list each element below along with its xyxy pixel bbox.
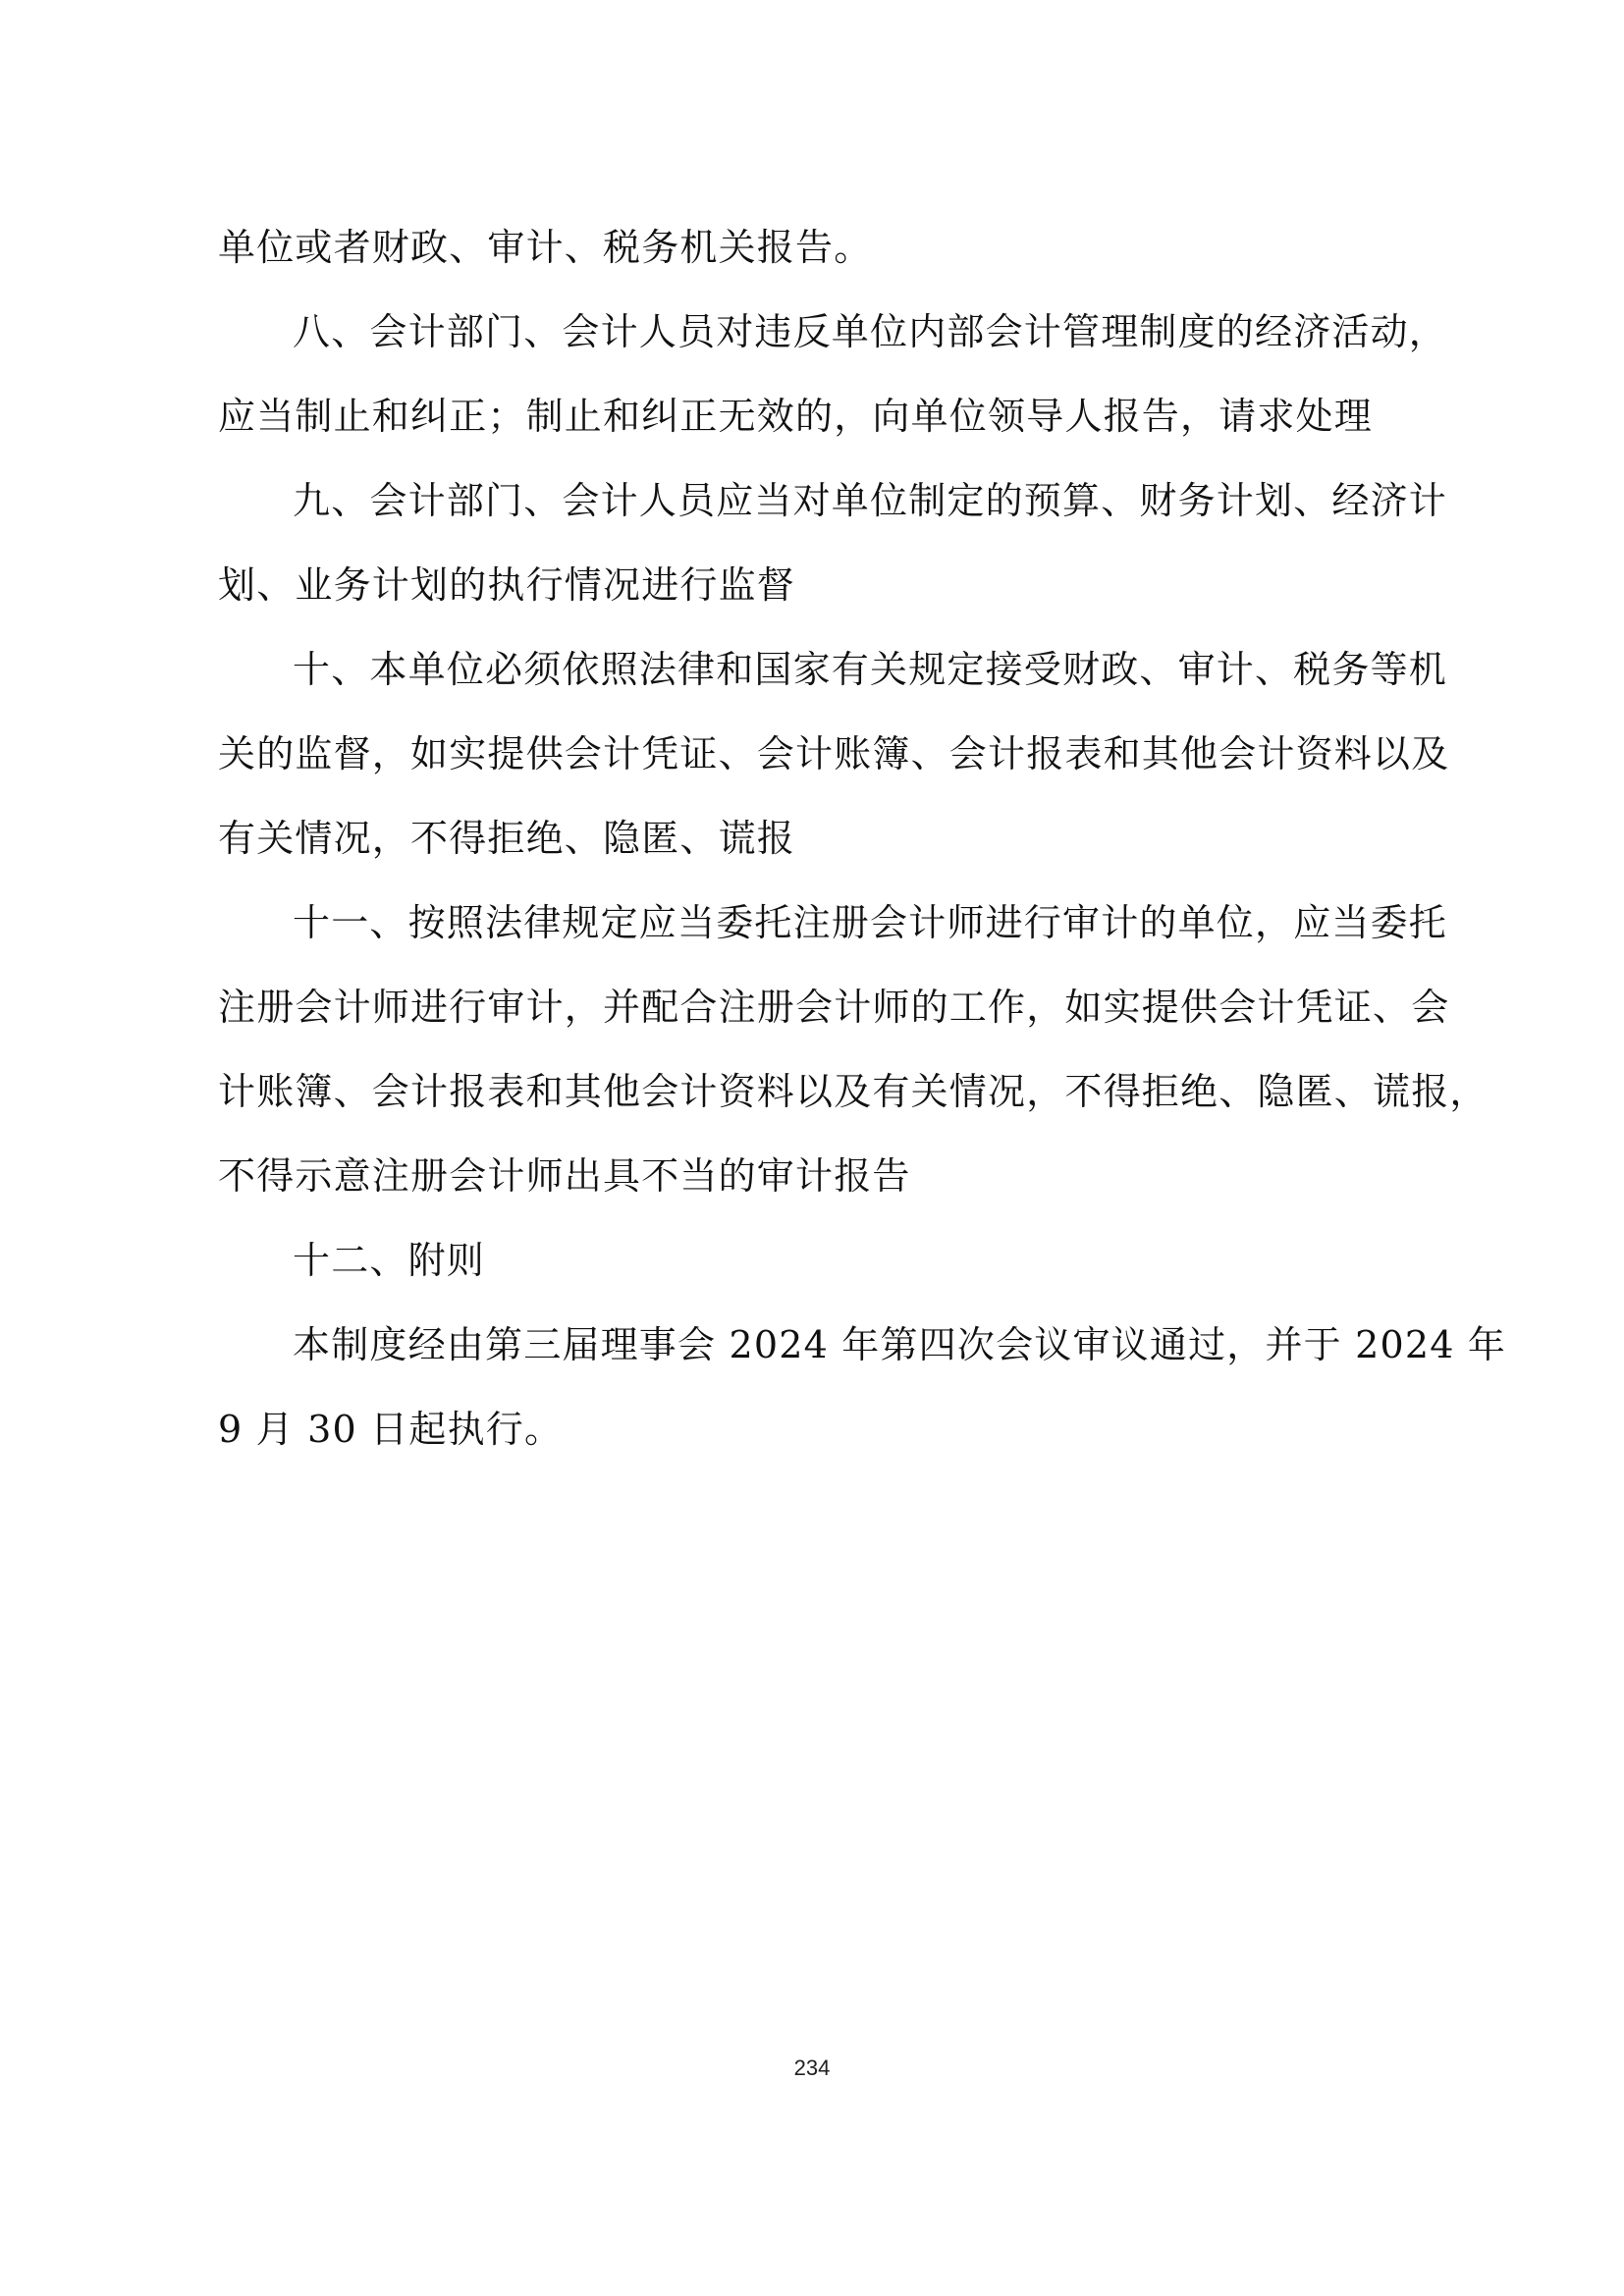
text-line: 9 月 30 日起执行。 — [218, 1408, 564, 1451]
text-line: 十、本单位必须依照法律和国家有关规定接受财政、审计、税务等机 — [293, 648, 1448, 691]
text-line: 九、会计部门、会计人员应当对单位制定的预算、财务计划、经济计 — [293, 479, 1448, 522]
text-line: 本制度经由第三届理事会 2024 年第四次会议审议通过，并于 2024 年 — [293, 1323, 1507, 1366]
page-number: 234 — [793, 2056, 831, 2080]
text-line: 关的监督，如实提供会计凭证、会计账簿、会计报表和其他会计资料以及 — [218, 732, 1450, 775]
text-line: 划、业务计划的执行情况进行监督 — [218, 563, 796, 607]
text-line: 十二、附则 — [293, 1239, 486, 1282]
text-line: 有关情况，不得拒绝、隐匿、谎报 — [218, 817, 796, 860]
text-line: 单位或者财政、审计、税务机关报告。 — [218, 226, 873, 269]
text-line: 不得示意注册会计师出具不当的审计报告 — [218, 1154, 911, 1198]
text-line: 计账簿、会计报表和其他会计资料以及有关情况，不得拒绝、隐匿、谎报， — [218, 1070, 1489, 1113]
text-line: 应当制止和纠正；制止和纠正无效的，向单位领导人报告，请求处理 — [218, 395, 1374, 438]
text-line: 注册会计师进行审计，并配合注册会计师的工作，如实提供会计凭证、会 — [218, 986, 1450, 1029]
text-line: 十一、按照法律规定应当委托注册会计师进行审计的单位，应当委托 — [293, 901, 1448, 944]
text-line: 八、会计部门、会计人员对违反单位内部会计管理制度的经济活动， — [293, 310, 1448, 353]
